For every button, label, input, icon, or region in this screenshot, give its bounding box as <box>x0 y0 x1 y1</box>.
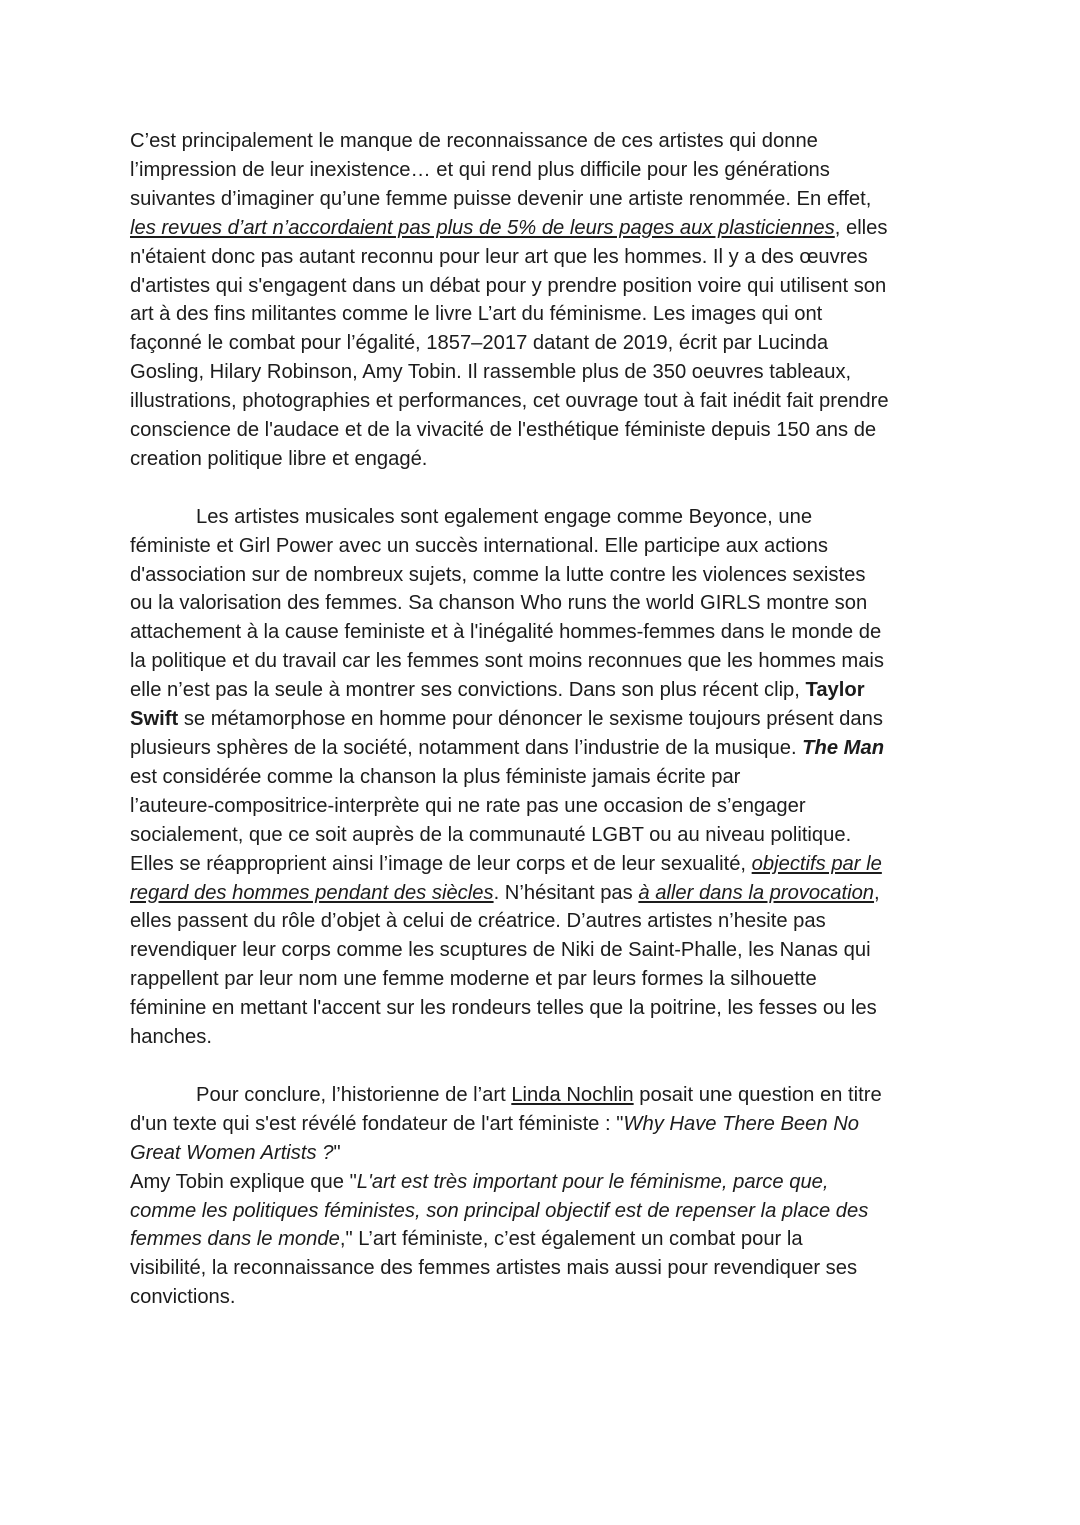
text-line: façonné le combat pour l’égalité, 1857–2017 datant de 2019, écrit par Lucinda <box>130 332 829 355</box>
text-line: suivantes d’imaginer qu’une femme puisse devenir une artiste renommée. En effet, <box>130 187 872 210</box>
text-line: convictions. <box>130 1286 236 1309</box>
text-line: Gosling, Hilary Robinson, Amy Tobin. Il rassemble plus de 350 oeuvres tableaux, <box>130 361 852 384</box>
text-line <box>130 676 955 705</box>
text-line <box>130 214 955 243</box>
text-line: l’impression de leur inexistence… et qui rend plus difficile pour les générations <box>130 158 830 181</box>
text-line: féminine en mettant l'accent sur les rondeurs telles que la poitrine, les fesses ou les <box>130 997 877 1020</box>
text-fragment: , elles <box>834 216 888 239</box>
text-line <box>130 850 955 879</box>
italic-quote: Great Women Artists ? <box>130 1141 334 1164</box>
italic-quote: L'art est très important pour le féminisme, parce que, <box>356 1170 829 1193</box>
text-line <box>130 1197 955 1226</box>
link-provocation[interactable]: à aller dans la provocation <box>638 881 875 904</box>
link-regard-des-hommes[interactable]: regard des hommes pendant des siècles <box>130 881 494 904</box>
text-fragment: ," L’art féministe, c’est également un combat pour la <box>339 1228 803 1251</box>
italic-quote: Why Have There Been No <box>623 1112 860 1135</box>
text-fragment: posait une question en titre <box>633 1083 882 1106</box>
text-line <box>130 1110 955 1139</box>
text-line <box>130 705 955 734</box>
text-fragment: Amy Tobin explique que " <box>130 1170 357 1193</box>
text-fragment: elle n’est pas la seule à montrer ses convictions. Dans son plus récent clip, <box>130 679 806 702</box>
text-line: d'association sur de nombreux sujets, comme la lutte contre les violences sexistes <box>130 563 866 586</box>
text-line: illustrations, photographies et performances, cet ouvrage tout à fait inédit fait prendre <box>130 390 889 413</box>
text-line: d'artistes qui s'engagent dans un débat pour y prendre position voire qui utilisent son <box>130 274 887 297</box>
text-line: Les artistes musicales sont egalement engage comme Beyonce, une <box>196 505 813 528</box>
paragraph-spacer <box>130 474 955 503</box>
text-line: rappellent par leur nom une femme moderne et par leurs formes la silhouette <box>130 968 817 991</box>
text-line <box>130 879 955 908</box>
text-fragment: . N’hésitant pas <box>493 881 639 904</box>
document-page <box>130 127 955 1312</box>
link-revues-art[interactable]: les revues d’art n’accordaient pas plus de 5% de leurs pages aux plasticiennes <box>130 216 835 239</box>
paragraph-2 <box>130 503 955 1052</box>
text-fragment: d'un texte qui s'est révélé fondateur de l'art féministe : " <box>130 1112 624 1135</box>
text-line: C’est principalement le manque de reconnaissance de ces artistes qui donne <box>130 130 818 152</box>
text-line: hanches. <box>130 1026 212 1049</box>
text-line <box>130 1168 955 1197</box>
text-line: conscience de l'audace et de la vivacité de l'esthétique féministe depuis 150 ans de <box>130 419 877 442</box>
text-line: est considérée comme la chanson la plus féministe jamais écrite par <box>130 765 741 788</box>
text-fragment: " <box>333 1141 341 1164</box>
text-fragment: plusieurs sphères de la société, notamment dans l’industrie de la musique. <box>130 737 803 760</box>
text-line: la politique et du travail car les femmes sont moins reconnues que les hommes mais <box>130 650 885 673</box>
link-linda-nochlin[interactable]: Linda Nochlin <box>511 1083 634 1106</box>
paragraph-3 <box>130 1081 955 1312</box>
italic-quote: comme les politiques féministes, son principal objectif est de repenser la place des <box>130 1199 869 1222</box>
text-line: art à des fins militantes comme le livre L’art du féminisme. Les images qui ont <box>130 303 823 326</box>
text-line: revendiquer leur corps comme les scuptures de Niki de Saint-Phalle, les Nanas qui <box>130 939 871 962</box>
text-fragment: se métamorphose en homme pour dénoncer le sexisme toujours présent dans <box>178 708 883 731</box>
text-line: visibilité, la reconnaissance des femmes artistes mais aussi pour revendiquer ses <box>130 1257 858 1280</box>
paragraph-1 <box>130 127 955 474</box>
text-line <box>130 1081 955 1110</box>
text-line: attachement à la cause feministe et à l'inégalité hommes-femmes dans le monde de <box>130 621 882 644</box>
text-fragment: , <box>874 881 880 904</box>
text-line: féministe et Girl Power avec un succès international. Elle participe aux actions <box>130 534 828 557</box>
text-fragment: Pour conclure, l’historienne de l’art <box>196 1083 512 1106</box>
paragraph-spacer <box>130 1052 955 1081</box>
text-line <box>130 1139 955 1168</box>
bold-text-swift: Swift <box>130 708 179 731</box>
text-line: elles passent du rôle d’objet à celui de créatrice. D’autres artistes n’hesite pas <box>130 910 826 933</box>
text-line: socialement, que ce soit auprès de la communauté LGBT ou au niveau politique. <box>130 823 852 846</box>
italic-quote: femmes dans le monde <box>130 1228 340 1251</box>
link-objectifs[interactable]: objectifs par le <box>751 852 882 875</box>
text-line: creation politique libre et engagé. <box>130 447 428 470</box>
text-line: l’auteure-compositrice-interprète qui ne rate pas une occasion de s’engager <box>130 794 806 817</box>
text-line: n'étaient donc pas autant reconnu pour leur art que les hommes. Il y a des œuvres <box>130 245 868 268</box>
text-line: ou la valorisation des femmes. Sa chanson Who runs the world GIRLS montre son <box>130 592 868 615</box>
text-fragment: Elles se réapproprient ainsi l’image de leur corps et de leur sexualité, <box>130 852 752 875</box>
text-line <box>130 1225 955 1254</box>
bold-text-taylor: Taylor <box>805 679 865 702</box>
bold-italic-the-man: The Man <box>802 737 885 760</box>
text-line <box>130 734 955 763</box>
